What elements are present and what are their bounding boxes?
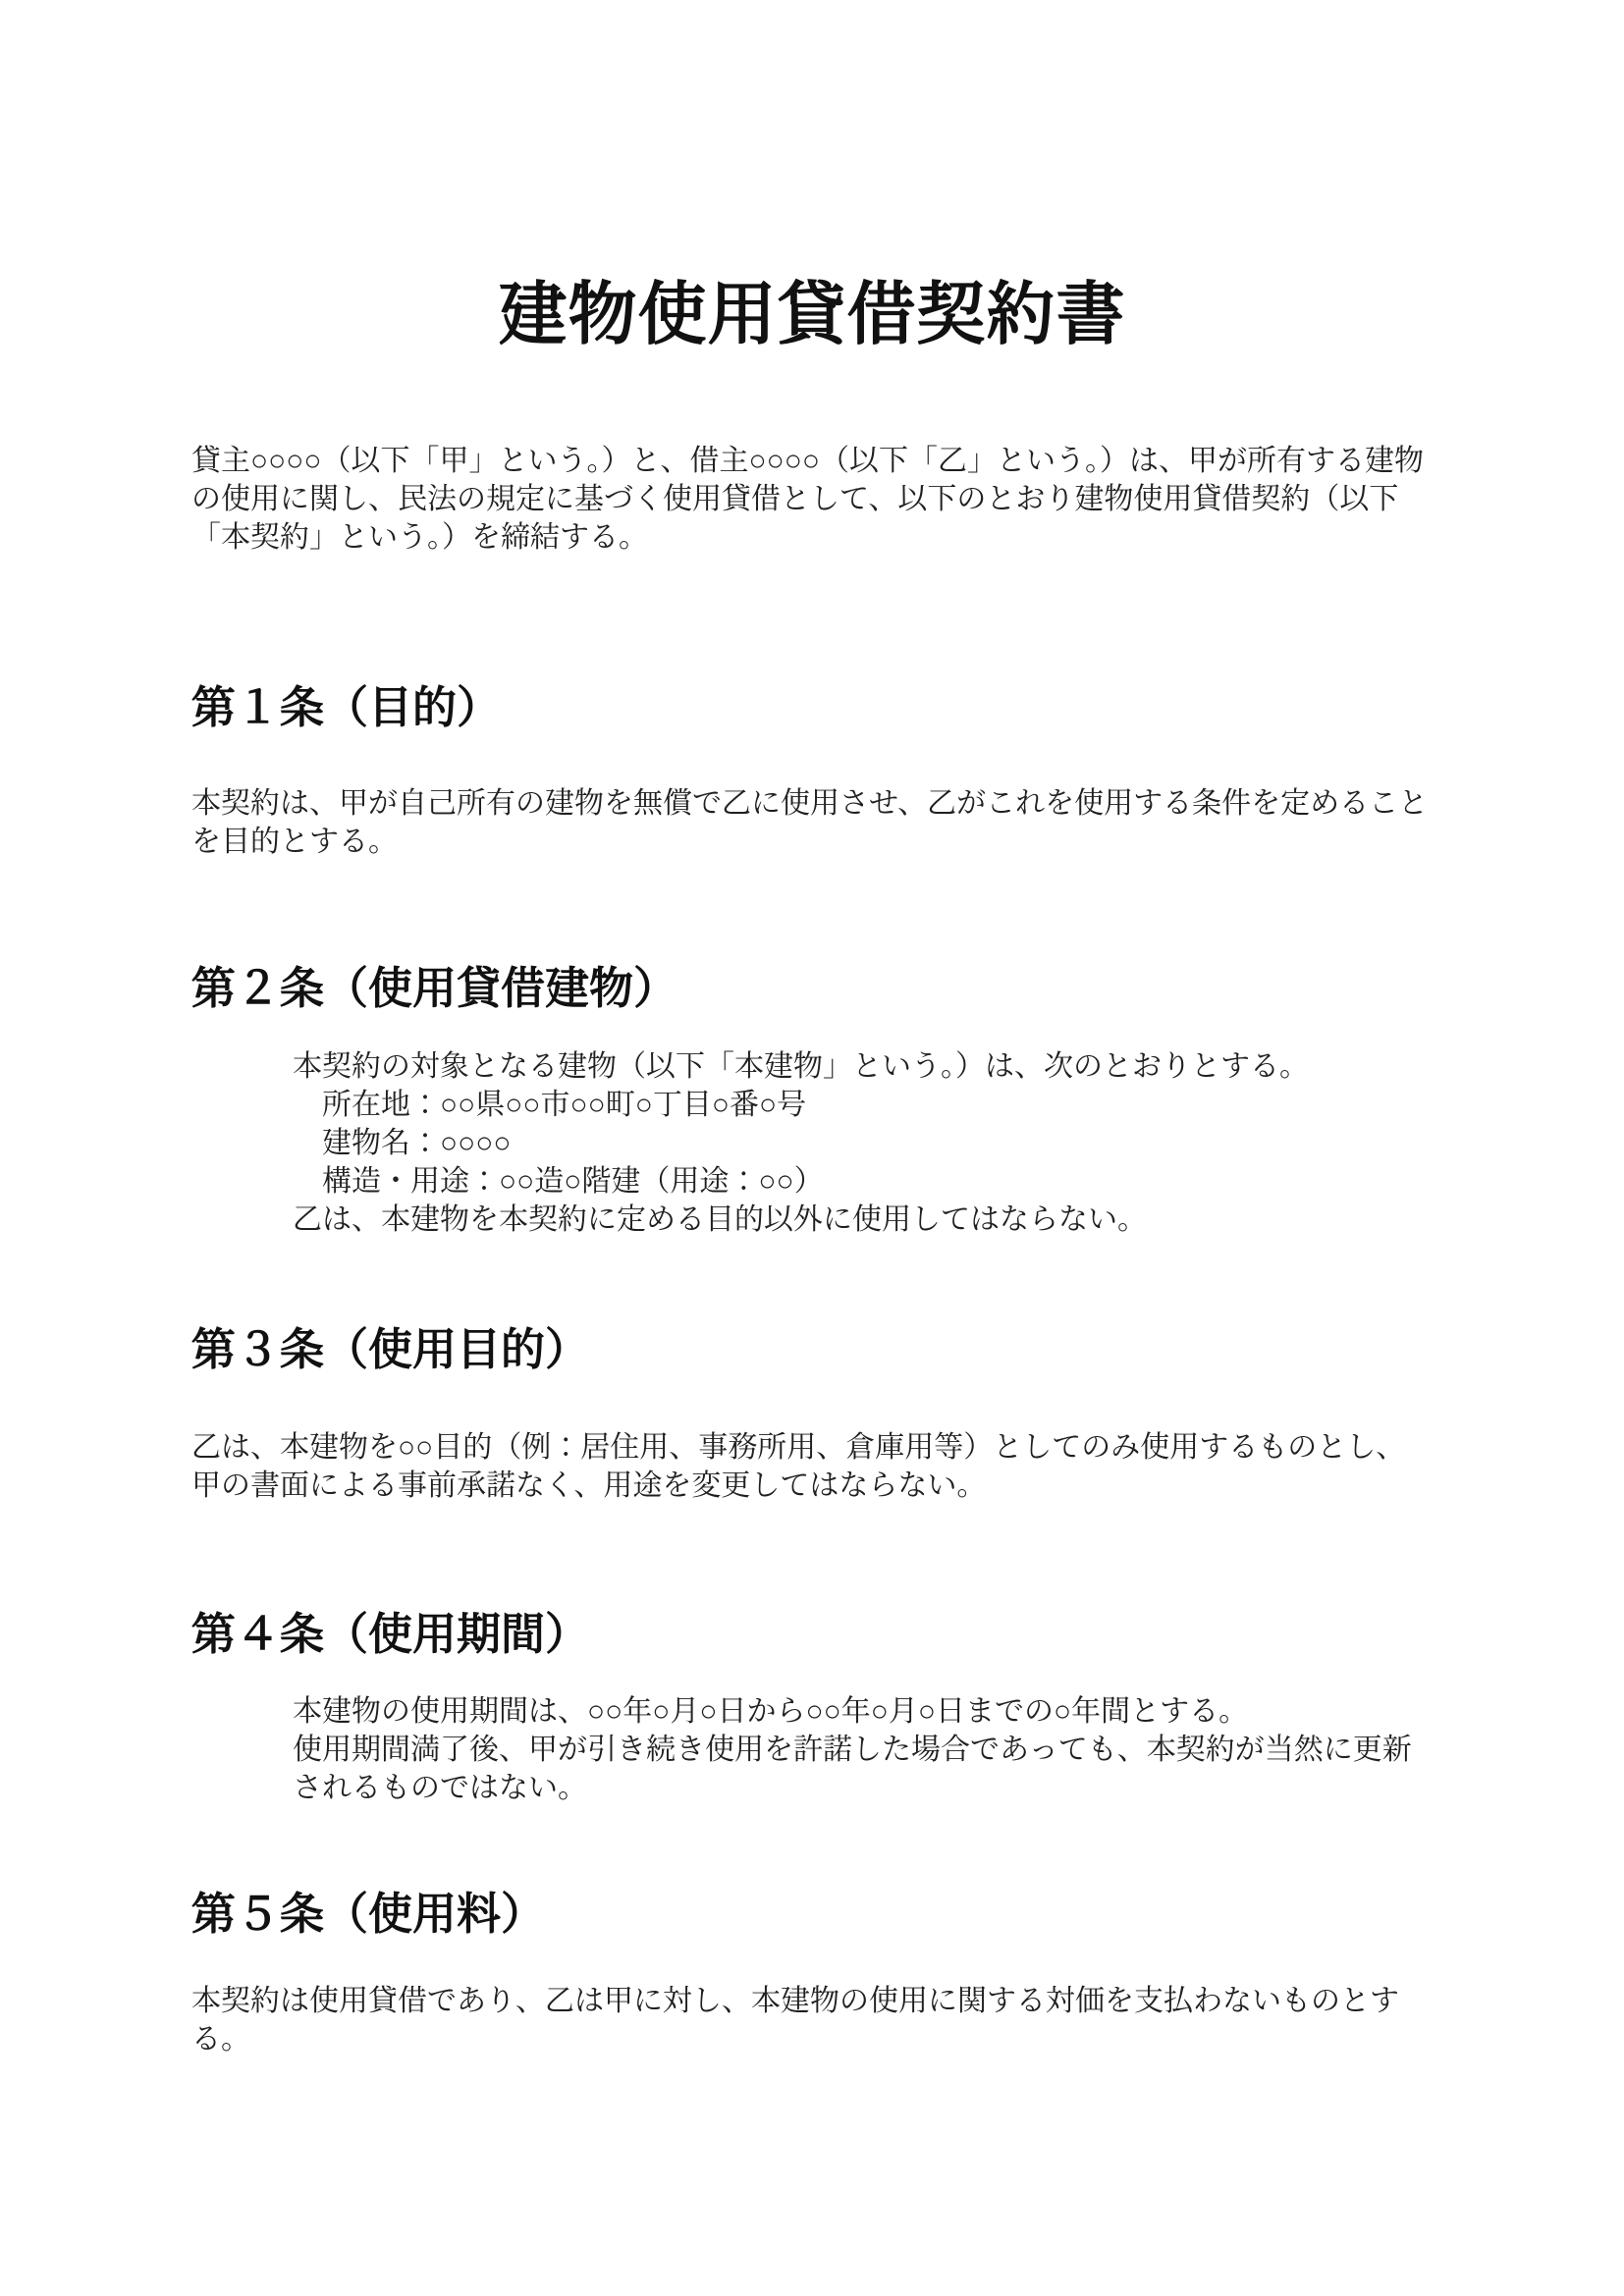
document-title: 建物使用貸借契約書 bbox=[498, 276, 1126, 352]
article-2-line-restriction: 乙は、本建物を本契約に定める目的以外に使用してはならない。 bbox=[293, 1203, 1147, 1236]
article-5-heading: 第５条（使用料） bbox=[191, 1889, 546, 1939]
article-1-body: 本契約は、甲が自己所有の建物を無償で乙に使用させ、乙がこれを使用する条件を定めることを目的とする。 bbox=[191, 787, 1429, 858]
article-5 bbox=[191, 1888, 1433, 2058]
article-4 bbox=[191, 1608, 1433, 1807]
article-2-line-building-name: 建物名：○○○○ bbox=[322, 1127, 512, 1159]
article-3-body: 乙は、本建物を○○目的（例：居住用、事務所用、倉庫用等）としてのみ使用するものとし、甲の書面による事前承諾なく、用途を変更してはならない。 bbox=[191, 1431, 1406, 1502]
article-3 bbox=[191, 1323, 1433, 1505]
article-4-body bbox=[293, 1692, 1433, 1807]
article-2-line-subject: 本契約の対象となる建物（以下「本建物」という。）は、次のとおりとする。 bbox=[293, 1050, 1309, 1083]
article-2-heading: 第２条（使用貸借建物） bbox=[191, 963, 678, 1013]
article-2-line-location: 所在地：○○県○○市○○町○丁目○番○号 bbox=[322, 1089, 807, 1121]
article-2-line-structure: 構造・用途：○○造○階建（用途：○○） bbox=[322, 1165, 824, 1198]
article-1 bbox=[191, 681, 1433, 861]
article-2-body bbox=[293, 1047, 1433, 1239]
article-4-heading: 第４条（使用期間） bbox=[191, 1609, 590, 1659]
article-4-line-renewal: 使用期間満了後、甲が引き続き使用を許諾した場合であっても、本契約が当然に更新されるものではない。 bbox=[293, 1734, 1412, 1804]
article-3-heading: 第３条（使用目的） bbox=[191, 1324, 590, 1374]
intro-paragraph: 貸主○○○○（以下「甲」という。）と、借主○○○○（以下「乙」という。）は、甲が所有する建物の使用に関し、民法の規定に基づく使用貸借として、以下のとおり建物使用貸借契約（以下「本契約」という。）を締結する。 bbox=[191, 445, 1424, 554]
article-4-line-period: 本建物の使用期間は、○○年○月○日から○○年○月○日までの○年間とする。 bbox=[293, 1695, 1249, 1728]
article-2 bbox=[191, 962, 1433, 1239]
article-1-heading: 第１条（目的） bbox=[191, 682, 502, 732]
article-5-body: 本契約は使用貸借であり、乙は甲に対し、本建物の使用に関する対価を支払わないものとする。 bbox=[191, 1985, 1399, 2056]
